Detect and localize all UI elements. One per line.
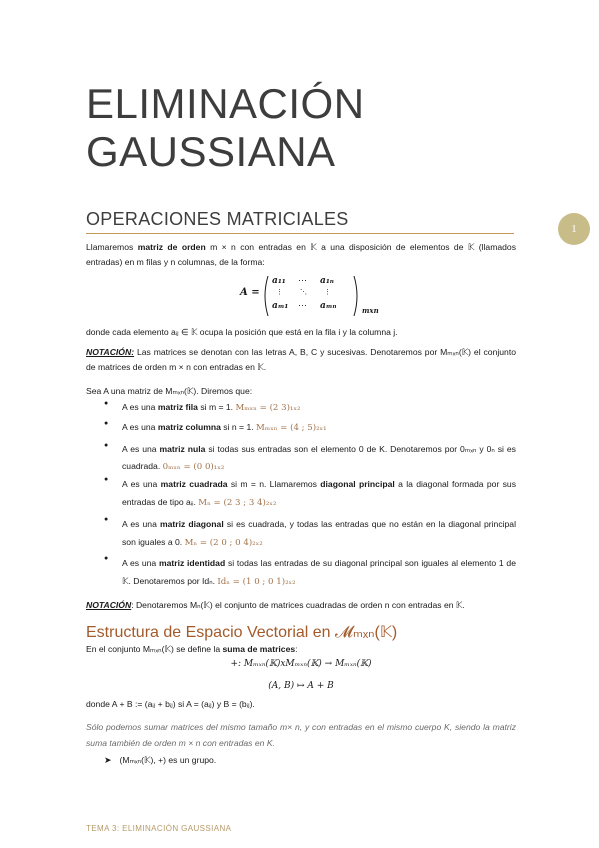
notation-paragraph-2: [86, 598, 516, 613]
sum-rule-formula: (𝐴, 𝐵) ↦ 𝐴 + 𝐵: [268, 681, 334, 691]
title-line-2: GAUSSIANA: [86, 128, 336, 175]
bullet-post: si n = 1.: [220, 422, 256, 432]
bullet-post: si m = n. Llamaremos: [227, 479, 321, 489]
sum-definition: donde A + B := (aᵢⱼ + bᵢⱼ) si A = (aᵢⱼ) y B = (bᵢⱼ).: [86, 699, 255, 709]
italic-note: Sólo podemos sumar matrices del mismo tamaño m× n, y con entradas en el mismo cuerpo K, siendo la matriz suma también de orden m × n con entradas en K.: [86, 722, 516, 748]
bullet-pre: A es una: [122, 444, 160, 454]
general-matrix: [240, 274, 380, 316]
bullet-math: 0ₘₓₙ = (0 0)₁ₓ₂: [162, 462, 225, 472]
bullet-pre: A es una: [122, 402, 158, 412]
matrix-r1c3: a₁ₙ: [320, 276, 334, 286]
bullet-post: si todas sus entradas son el elemento 0 de K. Denotaremos por 0ₘₓₙ y 0ₙ si es cuadrada.: [122, 444, 516, 471]
notation-paragraph-1: [86, 345, 516, 375]
matrix-r1c2: ⋯: [298, 276, 307, 286]
title-line-1: ELIMINACIÓN: [86, 80, 365, 127]
sea-paragraph: Sea A una matriz de Mₘₓₙ(𝕂). Diremos que:: [86, 386, 253, 396]
list-item-text: [122, 554, 516, 591]
matrix-r2c2: ⋱: [300, 288, 307, 296]
bullet-icon: ●: [104, 476, 109, 483]
matrix-r3c2: ⋯: [298, 301, 307, 311]
matrix-r3c3: aₘₙ: [320, 301, 337, 311]
intro-paragraph: [86, 240, 516, 270]
bullet-pre: A es una: [122, 422, 158, 432]
bullet-bold: matriz identidad: [158, 558, 226, 568]
bullet-bold: matriz diagonal: [159, 519, 224, 529]
page-number-badge: 1: [558, 213, 590, 245]
bullet-icon: ●: [104, 420, 109, 427]
matrix-r2c3: ⋮: [324, 288, 331, 296]
bullet-math: Mₘₓₙ = (4 ; 5)₂ₓ₁: [256, 423, 327, 433]
group-item-text: (Mₘₓₙ(𝕂), +) es un grupo.: [119, 755, 217, 765]
subsection-heading: Estructura de Espacio Vectorial en 𝓜ₘₓₙ(𝕂): [86, 624, 398, 641]
page-footer: TEMA 3: ELIMINACIÓN GAUSSIANA: [86, 824, 232, 833]
notation-label-2: NOTACIÓN: [86, 600, 132, 610]
bullet-bold-2: diagonal principal: [320, 479, 395, 489]
list-item-text: [122, 441, 516, 476]
bullet-bold: matriz columna: [157, 422, 221, 432]
bullet-icon: ●: [104, 442, 109, 449]
page-title: [86, 80, 365, 176]
bullet-math: Mₙ = (2 3 ; 3 4)₂ₓ₂: [198, 498, 277, 508]
list-item-text: [122, 419, 516, 437]
bullet-math: Mₘₓₙ = (2 3)₁ₓ₂: [235, 403, 301, 413]
section-divider: [86, 233, 514, 234]
bullet-post: si es cuadrada, y todas las entradas que no están en la diagonal principal son iguales a 0.: [122, 519, 516, 547]
arrow-bullet-icon: ➤: [104, 755, 112, 765]
sum-intro-post: :: [295, 644, 298, 654]
notation-label-1: NOTACIÓN:: [86, 347, 135, 357]
bullet-math: Mₙ = (2 0 ; 0 4)₂ₓ₂: [184, 538, 263, 548]
sum-intro-pre: En el conjunto Mₘₓₙ(𝕂) se define la: [86, 644, 223, 654]
list-item-text: [122, 515, 516, 552]
sum-intro-bold: suma de matrices: [222, 644, 296, 654]
bullet-pre: A es una: [122, 519, 160, 529]
matrix-r2c1: ⋮: [276, 288, 283, 296]
intro-bold: matriz de orden: [137, 242, 206, 252]
matrix-r1c1: a₁₁: [272, 276, 286, 286]
bullet-bold: matriz fila: [157, 402, 198, 412]
list-item-text: [122, 399, 516, 417]
sum-intro-paragraph: [86, 642, 516, 657]
bullet-post-2: a la diagonal formada por sus entradas de tipo aᵢᵢ.: [122, 479, 517, 507]
bullet-icon: ●: [104, 400, 109, 407]
matrix-lhs: A =: [240, 287, 260, 298]
bullet-pre: A es una: [122, 558, 159, 568]
matrix-subscript: mxn: [362, 306, 379, 315]
bullet-pre: A es una: [122, 479, 161, 489]
list-item-text: [122, 475, 516, 512]
intro-post: m × n con entradas en 𝕂 a una disposición de elementos de 𝕂 (llamados entradas) en m filas y n columnas, de la forma:: [86, 242, 516, 267]
section-heading: OPERACIONES MATRICIALES: [86, 209, 349, 229]
matrix-r3c1: aₘ₁: [272, 301, 289, 311]
bullet-post: si todas las entradas de su diagonal principal son iguales al elemento 1 de 𝕂. Denotaremos por Idₙ.: [122, 558, 516, 586]
bullet-bold: matriz nula: [159, 444, 206, 454]
bullet-icon: ●: [104, 555, 109, 562]
sum-map-formula: +: 𝑀ₘₓₙ(𝕂)x𝑀ₘₓₙ(𝕂) → 𝑀ₘₓₙ(𝕂): [230, 659, 372, 669]
bullet-icon: ●: [104, 516, 109, 523]
bullet-bold: matriz cuadrada: [160, 479, 228, 489]
group-list-item: [104, 755, 216, 766]
position-paragraph: donde cada elemento aᵢⱼ ∈ 𝕂 ocupa la posición que está en la fila i y la columna j.: [86, 327, 398, 337]
notation-text-1: Las matrices se denotan con las letras A, B, C y sucesivas. Denotaremos por Mₘₓₙ(𝕂) el conjunto de matrices de orden m × n con entradas en 𝕂.: [86, 347, 516, 372]
intro-pre: Llamaremos: [86, 242, 138, 252]
bullet-math: Idₙ = (1 0 ; 0 1)₂ₓ₂: [217, 577, 296, 587]
bullet-post: si m = 1.: [197, 402, 236, 412]
notation-text-2: : Denotaremos Mₙ(𝕂) el conjunto de matrices cuadradas de orden n con entradas en 𝕂.: [131, 600, 465, 610]
